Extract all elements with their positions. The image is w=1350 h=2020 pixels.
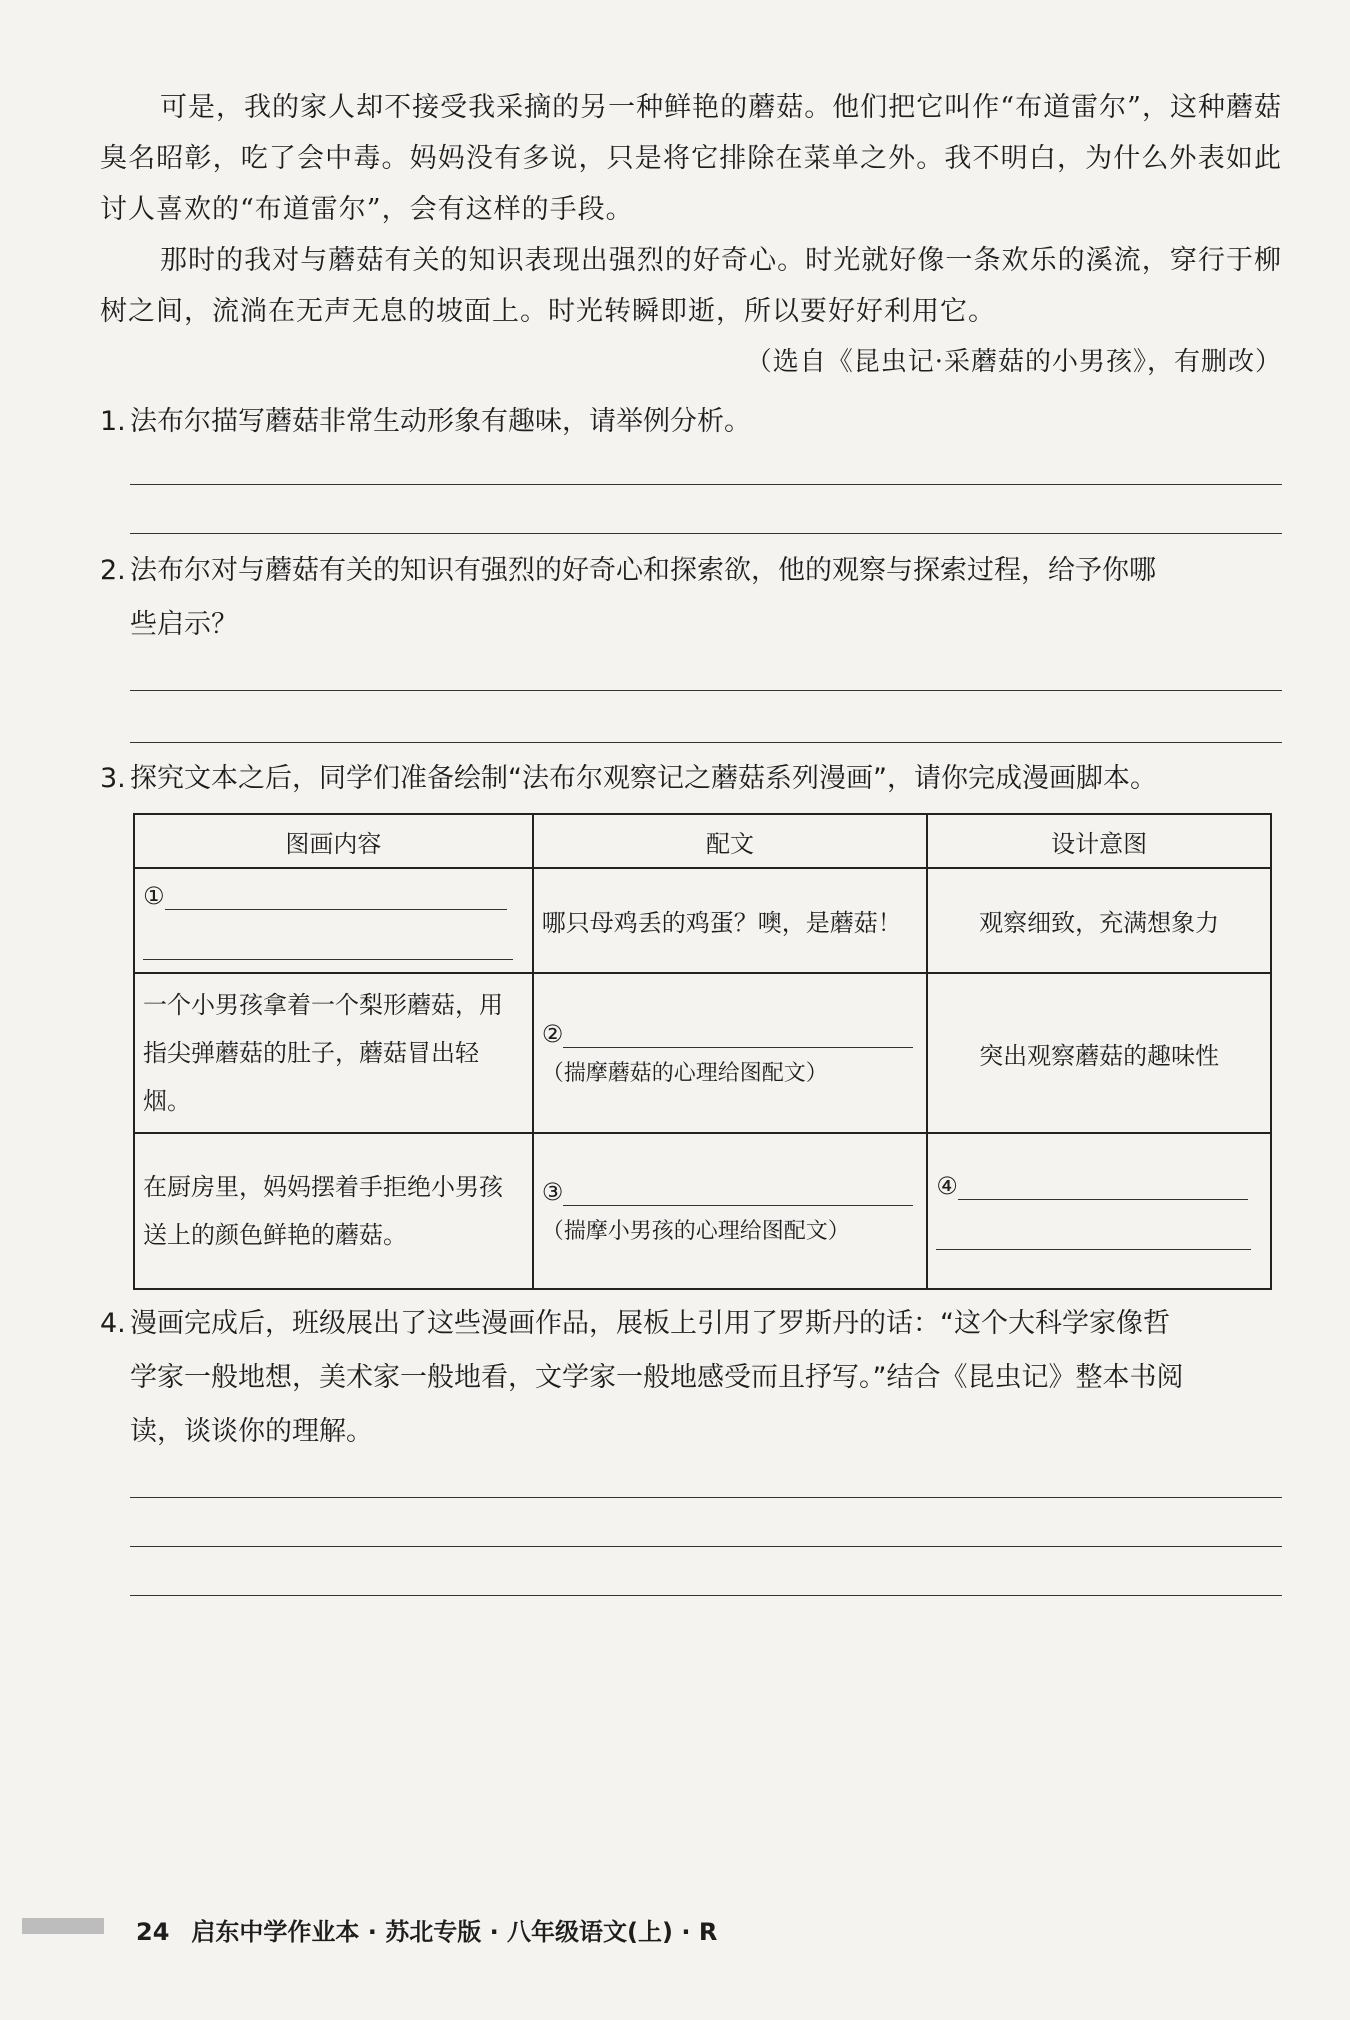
page-footer xyxy=(136,1912,717,1947)
table-row xyxy=(134,868,1271,973)
passage-source: （选自《昆虫记·采蘑菇的小男孩》，有删改） xyxy=(745,347,1282,377)
passage-paragraph-1: 可是，我的家人却不接受我采摘的另一种鲜艳的蘑菇。他们把它叫作“布道雷尔”，这种蘑菇臭名昭彰，吃了会中毒。妈妈没有多说，只是将它排除在菜单之外。我不明白，为什么外表如此讨人喜欢的“布道雷尔”，会有这样的手段。 xyxy=(100,92,1282,225)
question-text-continued: 学家一般地想，美术家一般地看，文学家一般地感受而且抒写。”结合《昆虫记》整本书阅 xyxy=(130,1362,1184,1393)
question-text: 法布尔描写蘑菇非常生动形象有趣味，请举例分析。 xyxy=(130,406,751,437)
answer-line[interactable] xyxy=(130,742,1282,743)
question-text: 法布尔对与蘑菇有关的知识有强烈的好奇心和探索欲，他的观察与探索过程，给予你哪 xyxy=(130,555,1156,586)
table-header-row xyxy=(134,814,1271,868)
header-caption: 配文 xyxy=(533,814,927,868)
question-number: 2. xyxy=(100,555,126,586)
footer-decoration xyxy=(22,1918,104,1934)
question-3 xyxy=(100,752,1282,806)
row2-content: 一个小男孩拿着一个梨形蘑菇，用指尖弹蘑菇的肚子，蘑菇冒出轻烟。 xyxy=(134,973,533,1133)
reading-passage xyxy=(100,82,1282,388)
row2-caption-blank[interactable] xyxy=(533,973,927,1133)
row1-content-blank[interactable] xyxy=(134,868,533,973)
question-text: 探究文本之后，同学们准备绘制“法布尔观察记之蘑菇系列漫画”，请你完成漫画脚本。 xyxy=(130,763,1157,794)
row2-intent: 突出观察蘑菇的趣味性 xyxy=(927,973,1271,1133)
question-1 xyxy=(100,395,1282,449)
blank-marker: ③ xyxy=(541,1177,564,1206)
blank-marker: ② xyxy=(541,1019,564,1048)
blank-marker: ④ xyxy=(936,1172,958,1200)
question-text-continued: 读，谈谈你的理解。 xyxy=(130,1416,373,1447)
fill-blank-line[interactable] xyxy=(958,1173,1248,1200)
page-number: 24 xyxy=(136,1918,170,1946)
row1-intent: 观察细致，充满想象力 xyxy=(927,868,1271,973)
caption-hint: （揣摩小男孩的心理给图配文） xyxy=(541,1218,850,1244)
passage-paragraph-2: 那时的我对与蘑菇有关的知识表现出强烈的好奇心。时光就好像一条欢乐的溪流，穿行于柳树之间，流淌在无声无息的坡面上。时光转瞬即逝，所以要好好利用它。 xyxy=(100,245,1282,327)
question-4 xyxy=(100,1297,1282,1459)
caption-hint: （揣摩蘑菇的心理给图配文） xyxy=(541,1060,828,1086)
comic-script-table xyxy=(133,813,1272,1290)
answer-line[interactable] xyxy=(130,1546,1282,1547)
question-text-continued: 些启示？ xyxy=(130,609,238,640)
fill-blank-line[interactable] xyxy=(563,1021,913,1048)
row3-content: 在厨房里，妈妈摆着手拒绝小男孩送上的颜色鲜艳的蘑菇。 xyxy=(134,1133,533,1289)
fill-blank-line[interactable] xyxy=(143,949,513,960)
question-number: 3. xyxy=(100,763,126,794)
book-title: 启东中学作业本 · 苏北专版 · 八年级语文(上) · R xyxy=(191,1918,718,1946)
header-picture-content: 图画内容 xyxy=(134,814,533,868)
table-row xyxy=(134,973,1271,1133)
fill-blank-line[interactable] xyxy=(563,1179,913,1206)
row3-intent-blank[interactable] xyxy=(927,1133,1271,1289)
answer-line[interactable] xyxy=(130,1595,1282,1596)
question-2 xyxy=(100,544,1282,652)
answer-line[interactable] xyxy=(130,690,1282,691)
fill-blank-line[interactable] xyxy=(936,1239,1251,1250)
row3-caption-blank[interactable] xyxy=(533,1133,927,1289)
table-row xyxy=(134,1133,1271,1289)
answer-line[interactable] xyxy=(130,484,1282,485)
blank-marker: ① xyxy=(143,881,165,910)
question-number: 4. xyxy=(100,1308,126,1339)
answer-line[interactable] xyxy=(130,1497,1282,1498)
question-text: 漫画完成后，班级展出了这些漫画作品，展板上引用了罗斯丹的话：“这个大科学家像哲 xyxy=(130,1308,1170,1339)
question-number: 1. xyxy=(100,406,126,437)
header-design-intent: 设计意图 xyxy=(927,814,1271,868)
answer-line[interactable] xyxy=(130,533,1282,534)
row1-caption: 哪只母鸡丢的鸡蛋？噢，是蘑菇！ xyxy=(533,868,927,973)
fill-blank-line[interactable] xyxy=(165,883,507,910)
